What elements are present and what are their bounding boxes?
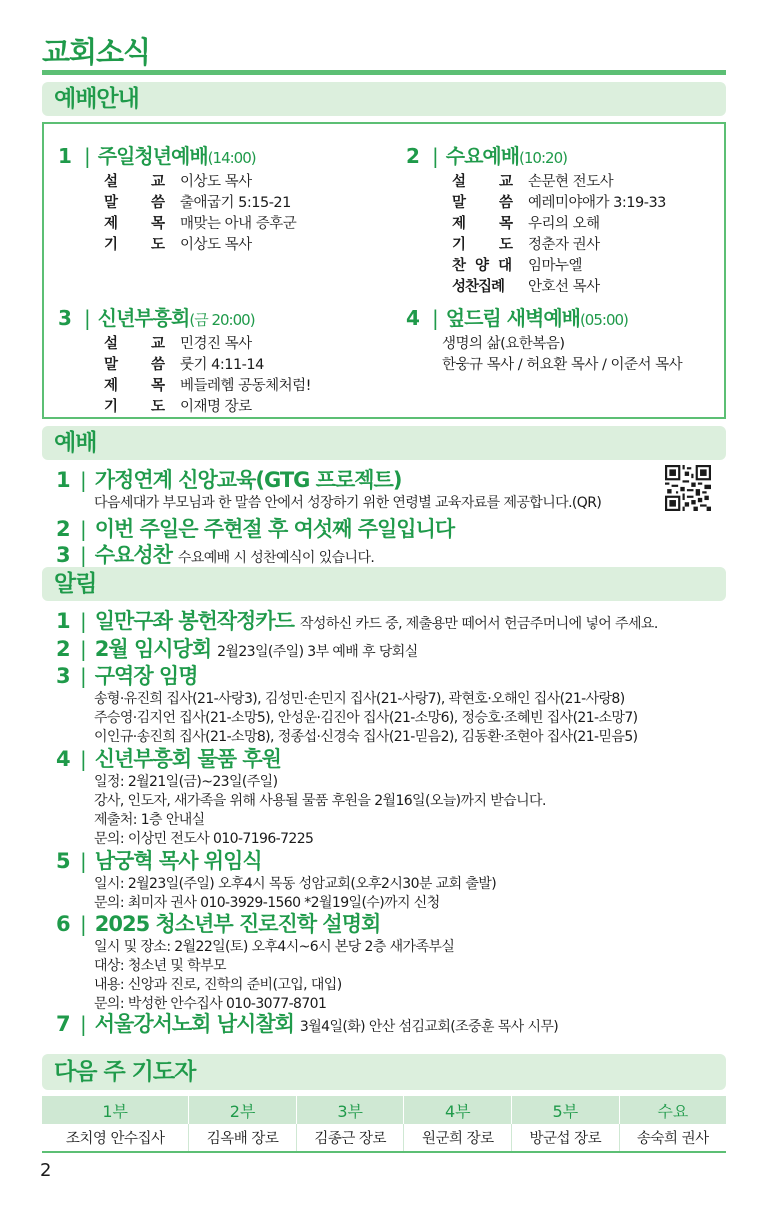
item-desc: 수요예배 시 성찬예식이 있습니다. <box>177 550 375 566</box>
row-key: 성찬집례 <box>452 279 505 295</box>
row-value: 출애굽기 5:15-21 <box>180 195 291 211</box>
row-key: 제 목 <box>452 216 528 232</box>
service-row <box>104 214 296 235</box>
row-key: 기 도 <box>452 237 528 253</box>
item-line: 문의: 최미자 권사 010-3929-1560 *2월19일(수)까지 신청 <box>94 895 440 911</box>
section-title: 다음 주 기도자 <box>54 1059 196 1085</box>
item-number: 4 <box>56 747 71 771</box>
row-value: 룻기 4:11-14 <box>180 357 264 373</box>
service-line: 생명의 삶(요한복음) <box>442 336 565 352</box>
title-divider <box>42 70 726 75</box>
row-value: 임마누엘 <box>528 258 583 274</box>
prayer-table <box>42 1096 726 1153</box>
item-line: 대상: 청소년 및 학부모 <box>94 958 226 974</box>
list-item: 4 | 신년부흥회 물품 후원 일정: 2월21일(금)~23일(주일) 강사, 인도자, 새가족을 위해 사용될 물품 후원을 2월16일(오늘)까지 받습니다. 제출처: 1층 안내실 문의: 이상민 전도사 010-7196-7225 <box>56 743 726 849</box>
item-line: 송형·유진희 집사(21-사랑3), 김성민·손민지 집사(21-사랑7), 곽현호·오해인 집사(21-사랑8) <box>94 691 625 707</box>
row-key: 제 목 <box>104 216 180 232</box>
row-value: 민경진 목사 <box>180 336 252 352</box>
item-desc: 3월4일(화) 안산 섬김교회(조중훈 목사 시무) <box>299 1019 559 1035</box>
row-value: 정춘자 권사 <box>528 237 600 253</box>
service-number: 4 <box>406 306 419 330</box>
table-header: 4부 <box>404 1096 512 1124</box>
service-heading: 2 | 수요예배(10:20) <box>406 144 567 168</box>
service-row <box>452 193 666 214</box>
table-header: 2부 <box>189 1096 297 1124</box>
item-line: 일시: 2월23일(주일) 오후4시 목동 성암교회(오후2시30분 교회 출발) <box>94 876 497 892</box>
service-card <box>58 302 311 418</box>
item-title: 일만구좌 봉헌작정카드 <box>94 609 294 633</box>
item-body <box>94 938 726 1014</box>
item-line: 내용: 신앙과 진로, 진학의 준비(고입, 대입) <box>94 977 342 993</box>
item-line: 문의: 박성한 안수집사 010-3077-8701 <box>94 996 327 1012</box>
item-title: 2월 임시당회 <box>94 637 212 661</box>
item-desc: 작성하신 카드 중, 제출용만 떼어서 헌금주머니에 넣어 주세요. <box>299 616 658 632</box>
list-item: 2 | 이번 주일은 주현절 후 여섯째 주일입니다 <box>56 517 455 541</box>
page-title: 교회소식 <box>42 35 151 69</box>
service-heading: 4 | 엎드림 새벽예배(05:00) <box>406 306 628 330</box>
row-key: 설 교 <box>452 174 528 190</box>
row-key: 제 목 <box>104 378 180 394</box>
service-card <box>58 140 296 256</box>
item-line: 문의: 이상민 전도사 010-7196-7225 <box>94 831 314 847</box>
list-item: 5 | 남궁혁 목사 위임식 일시: 2월23일(주일) 오후4시 목동 성암교회(오후2시30분 교회 출발) 문의: 최미자 권사 010-3929-1560 *2월19일(수)까지 신청 <box>56 845 726 913</box>
table-row <box>42 1124 726 1152</box>
service-heading: 1 | 주일청년예배(14:00) <box>58 144 256 168</box>
item-number: 3 <box>56 543 71 567</box>
item-line: 일시 및 장소: 2월22일(토) 오후4시~6시 본당 2층 새가족부실 <box>94 939 455 955</box>
table-header-row <box>42 1096 726 1124</box>
item-line: 일정: 2월21일(금)~23일(주일) <box>94 774 278 790</box>
section-worship <box>42 426 726 460</box>
item-title: 수요성찬 <box>94 543 172 567</box>
item-title: 가정연계 신앙교육(GTG 프로젝트) <box>94 468 402 492</box>
table-cell: 방군섭 장로 <box>512 1124 620 1152</box>
table-cell: 송숙희 권사 <box>619 1124 726 1152</box>
service-title: 신년부흥회 <box>97 306 190 330</box>
row-value: 매맞는 아내 증후군 <box>180 216 297 232</box>
service-row <box>104 397 311 418</box>
row-value: 안호선 목사 <box>528 279 600 295</box>
row-key: 기 도 <box>104 399 180 415</box>
section-prayer <box>42 1054 726 1090</box>
item-number: 6 <box>56 912 71 936</box>
service-time: (금 20:00) <box>189 311 255 329</box>
service-row <box>104 193 296 214</box>
row-value: 베들레헴 공동체처럼! <box>180 378 311 394</box>
row-key: 찬 양 대 <box>452 258 515 274</box>
service-row <box>452 235 666 256</box>
section-title: 예배안내 <box>54 86 139 112</box>
service-row <box>104 355 311 376</box>
row-key: 말 씀 <box>104 195 180 211</box>
section-title: 알림 <box>54 571 97 597</box>
service-row <box>452 214 666 235</box>
service-row <box>452 256 666 277</box>
table-cell: 조치영 안수집사 <box>42 1124 189 1152</box>
service-number: 3 <box>58 306 71 330</box>
item-number: 1 <box>56 609 71 633</box>
service-number: 1 <box>58 144 71 168</box>
service-time: (10:20) <box>519 149 567 167</box>
service-row <box>104 172 296 193</box>
item-number: 5 <box>56 849 71 873</box>
section-worship-info <box>42 82 726 116</box>
item-body: 다음세대가 부모님과 한 말씀 안에서 성장하기 위한 연령별 교육자료를 제공합니다.(QR) <box>94 495 602 511</box>
item-title: 2025 청소년부 진로진학 설명회 <box>94 912 381 936</box>
list-item: 1 | 일만구좌 봉헌작정카드 작성하신 카드 중, 제출용만 떼어서 헌금주머니에 넣어 주세요. <box>56 609 658 633</box>
item-title: 이번 주일은 주현절 후 여섯째 주일입니다 <box>94 517 455 541</box>
service-title: 엎드림 새벽예배 <box>445 306 580 330</box>
item-number: 7 <box>56 1012 71 1036</box>
service-row <box>452 172 666 193</box>
service-time: (14:00) <box>207 149 256 167</box>
section-title: 예배 <box>54 430 97 456</box>
service-row <box>452 277 666 298</box>
qr-code-icon[interactable] <box>665 465 711 511</box>
row-key: 기 도 <box>104 237 180 253</box>
item-title: 남궁혁 목사 위임식 <box>94 849 262 873</box>
item-title: 구역장 임명 <box>94 664 198 688</box>
item-line: 제출처: 1층 안내실 <box>94 812 205 828</box>
service-time: (05:00) <box>579 311 628 329</box>
page-number: 2 <box>40 1160 52 1181</box>
row-value: 이재명 장로 <box>180 399 252 415</box>
table-header: 5부 <box>512 1096 620 1124</box>
row-key: 말 씀 <box>452 195 528 211</box>
service-row <box>104 376 311 397</box>
service-title: 주일청년예배 <box>97 144 208 168</box>
table-cell: 원군희 장로 <box>404 1124 512 1152</box>
item-number: 1 <box>56 468 71 492</box>
table-cell: 김옥배 장로 <box>189 1124 297 1152</box>
row-value: 손문현 전도사 <box>528 174 614 190</box>
row-value: 예레미야애가 3:19-33 <box>528 195 666 211</box>
item-line: 이인규·송진희 집사(21-소망8), 정종섭·신경숙 집사(21-믿음2), 김동환·조현아 집사(21-믿음5) <box>94 729 638 745</box>
list-item: 3 | 구역장 임명 송형·유진희 집사(21-사랑3), 김성민·손민지 집사(21-사랑7), 곽현호·오해인 집사(21-사랑8) 주승영·김지언 집사(21-소망5), 안성운·김진아 집사(21-소망6), 정승호·조혜빈 집사(21-소망7) 이인규·송진희 집사(21-소망8), 정종섭·신경숙 집사(21-믿음2), 김동환·조현아 집사(21-믿음5) <box>56 660 726 747</box>
row-value: 이상도 목사 <box>180 174 252 190</box>
row-key: 설 교 <box>104 174 180 190</box>
item-number: 3 <box>56 664 71 688</box>
service-line: 한웅규 목사 / 허요환 목사 / 이준서 목사 <box>442 357 683 373</box>
row-value: 우리의 오해 <box>528 216 600 232</box>
item-title: 서울강서노회 남시찰회 <box>94 1012 294 1036</box>
item-body <box>94 690 726 747</box>
list-item: 7 | 서울강서노회 남시찰회 3월4일(화) 안산 섬김교회(조중훈 목사 시무) <box>56 1012 559 1036</box>
list-item: 6 | 2025 청소년부 진로진학 설명회 일시 및 장소: 2월22일(토) 오후4시~6시 본당 2층 새가족부실 대상: 청소년 및 학부모 내용: 신앙과 진로, 진학의 준비(고입, 대입) 문의: 박성한 안수집사 010-3077-8701 <box>56 908 726 1014</box>
table-header: 3부 <box>296 1096 404 1124</box>
service-card <box>406 302 682 376</box>
list-item: 3 | 수요성찬 수요예배 시 성찬예식이 있습니다. <box>56 543 375 567</box>
service-number: 2 <box>406 144 419 168</box>
worship-info-box <box>42 122 726 419</box>
row-value: 이상도 목사 <box>180 237 252 253</box>
item-body <box>94 773 726 849</box>
service-heading: 3 | 신년부흥회(금 20:00) <box>58 306 255 330</box>
service-row <box>104 334 311 355</box>
service-card <box>406 140 666 298</box>
table-header: 1부 <box>42 1096 189 1124</box>
item-line: 강사, 인도자, 새가족을 위해 사용될 물품 후원을 2월16일(오늘)까지 받습니다. <box>94 793 546 809</box>
item-desc: 2월23일(주일) 3부 예배 후 당회실 <box>217 644 418 660</box>
service-row <box>104 235 296 256</box>
row-key: 설 교 <box>104 336 180 352</box>
service-title: 수요예배 <box>445 144 520 168</box>
item-title: 신년부흥회 물품 후원 <box>94 747 281 771</box>
item-number: 2 <box>56 517 71 541</box>
section-notices <box>42 567 726 601</box>
table-header: 수요 <box>619 1096 726 1124</box>
table-cell: 김종근 장로 <box>296 1124 404 1152</box>
item-line: 주승영·김지언 집사(21-소망5), 안성운·김진아 집사(21-소망6), 정승호·조혜빈 집사(21-소망7) <box>94 710 638 726</box>
list-item: 2 | 2월 임시당회 2월23일(주일) 3부 예배 후 당회실 <box>56 637 418 661</box>
list-item: 1 | 가정연계 신앙교육(GTG 프로젝트) 다음세대가 부모님과 한 말씀 안에서 성장하기 위한 연령별 교육자료를 제공합니다.(QR) <box>56 464 726 513</box>
item-number: 2 <box>56 637 71 661</box>
row-key: 말 씀 <box>104 357 180 373</box>
